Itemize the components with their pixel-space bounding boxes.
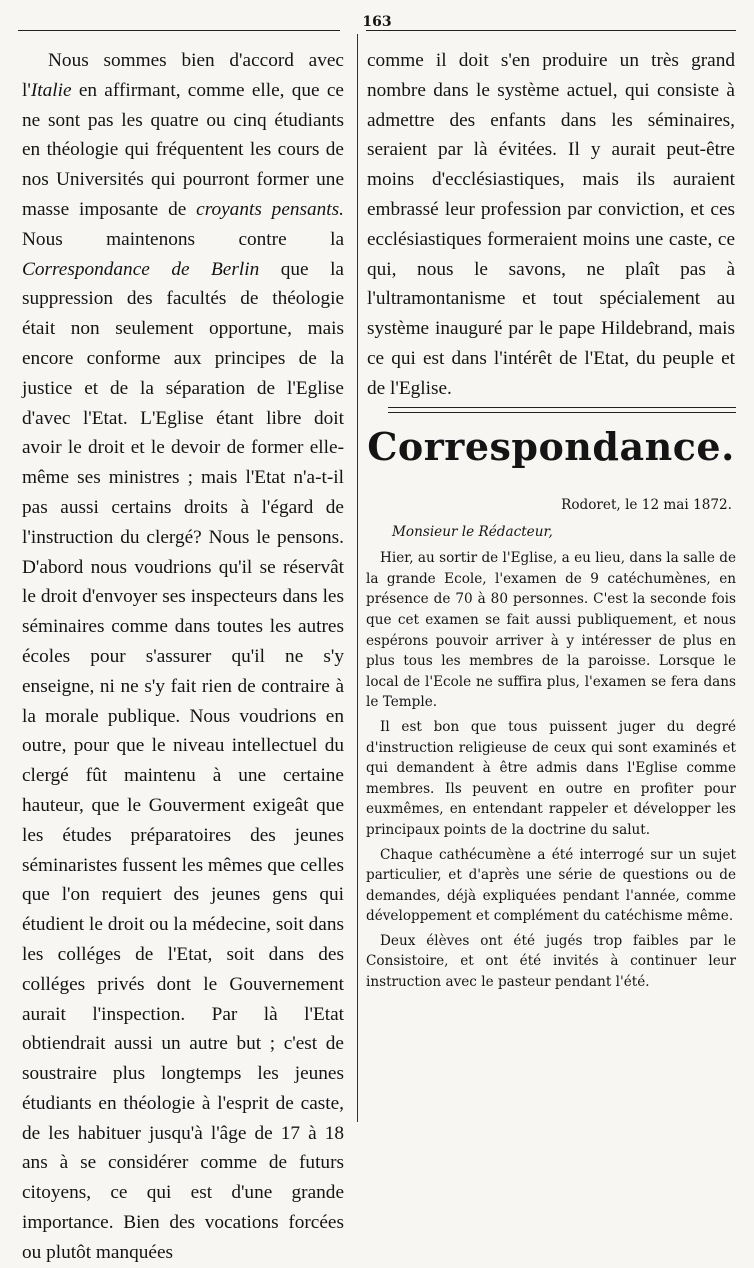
text-run: Nous maintenons contre la — [22, 228, 344, 250]
header-rule-left — [18, 30, 340, 31]
column-divider — [357, 34, 358, 1122]
italic-run: croyants pensants. — [196, 198, 344, 220]
page-number: 163 — [362, 14, 392, 30]
right-column — [367, 46, 735, 404]
left-column — [22, 46, 344, 1268]
text-run: Nous sommes bien d'accord avec l' — [22, 50, 344, 101]
letter-paragraph: Il est bon que tous puissent juger du degré d'instruction religieuse de ceux qui sont examinés et qui demandent à être admis dans l'Eglise comme membres. Ils peuvent en outre en profiter pour euxmêmes, en entendant rappeler et développer les principaux points de la doctrine du salut. — [366, 718, 736, 838]
letter-paragraph: Chaque cathécumène a été interrogé sur un sujet particulier, et d'après une série de questions ou de demandes, déjà expliquées pendant l'année, comme développement et complément du catéchisme même. — [366, 846, 736, 925]
italic-run: Italie — [30, 79, 72, 101]
left-paragraph — [22, 46, 344, 1268]
letter-body — [366, 495, 736, 993]
section-double-rule — [388, 407, 736, 413]
header-rule-right — [366, 30, 736, 31]
italic-run: Correspondance de Berlin — [22, 258, 260, 280]
text-run: que la suppression des facultés de théologie était non seulement opportune, mais encore conforme aux principes de la justice et de la séparation de l'Eglise d'avec l'Etat. L'Eglise étant libre doit avoir le droit et le devoir de former elle-même ses ministres ; mais l'Etat n'a-t-il pas aussi certains droits à l'égard de l'instruction du clergé? Nous le pensons. D'abord nous voudrions qu'il se réservât le droit d'envoyer ses inspecteurs dans les séminaires comme dans toutes les autres écoles pour s'assurer qu'il ne s'y enseigne, ni ne s'y fait rien de contraire à la morale publique. Nous voudrions en outre, pour que le niveau intellectuel du clergé fût maintenu à une certaine hauteur, que le Gouverment exigeât que les études préparatoires des jeunes séminaristes fussent les mêmes que celles que l'on requiert des jeunes gens qui étudient le droit ou la médecine, soit dans les colléges de l'Etat, soit dans des colléges privés dont le Gouvernement aurait l'inspection. Par là l'Etat obtiendrait aussi un autre but ; c'est de soustraire plus longtemps les jeunes étudiants en théologie à l'esprit de caste, de les habituer jusqu'à l'âge de 17 à 18 ans à se considérer comme de futurs citoyens, ce qui est d'une grande importance. Bien des vocations forcées ou plutôt manquées — [22, 258, 344, 1263]
letter-paragraph: Deux élèves ont été jugés trop faibles par le Consistoire, et ont été invités à continuer leur instruction avec le pasteur pendant l'été. — [366, 932, 736, 991]
section-heading: Correspondance. — [367, 424, 735, 469]
letter-paragraph: Hier, au sortir de l'Eglise, a eu lieu, dans la salle de la grande Ecole, l'examen de 9 catéchumènes, en présence de 70 à 80 personnes. C'est la seconde fois que cet examen se fait aussi publiquement, et nous espérons pouvoir arriver à y intéresser de plus en plus tous les membres de la paroisse. Lorsque le local de l'Ecole ne suffira plus, l'examen se fera dans le Temple. — [366, 550, 736, 711]
text-run: en affirmant, comme elle, que ce ne sont pas les quatre ou cinq étudiants en théologie qui fréquentent les cours de nos Universités qui pourront former une masse imposante de — [22, 79, 344, 220]
right-paragraph: comme il doit s'en produire un très grand nombre dans le système actuel, qui consiste à admettre des enfants dans les séminaires, seraient par là évitées. Il y aurait peut-être moins d'ecclésiastiques, mais ils auraient embrassé leur profession par conviction, et ces ecclésiastiques formeraient moins une caste, ce qui, nous le savons, ne plaît pas à l'ultramontanisme et tout spécialement au système inauguré par le pape Hildebrand, mais ce qui est dans l'intérêt de l'Etat, du peuple et de l'Eglise. — [367, 50, 735, 399]
letter-dateline: Rodoret, le 12 mai 1872. — [561, 497, 732, 513]
letter-salutation: Monsieur le Rédacteur, — [392, 523, 553, 540]
